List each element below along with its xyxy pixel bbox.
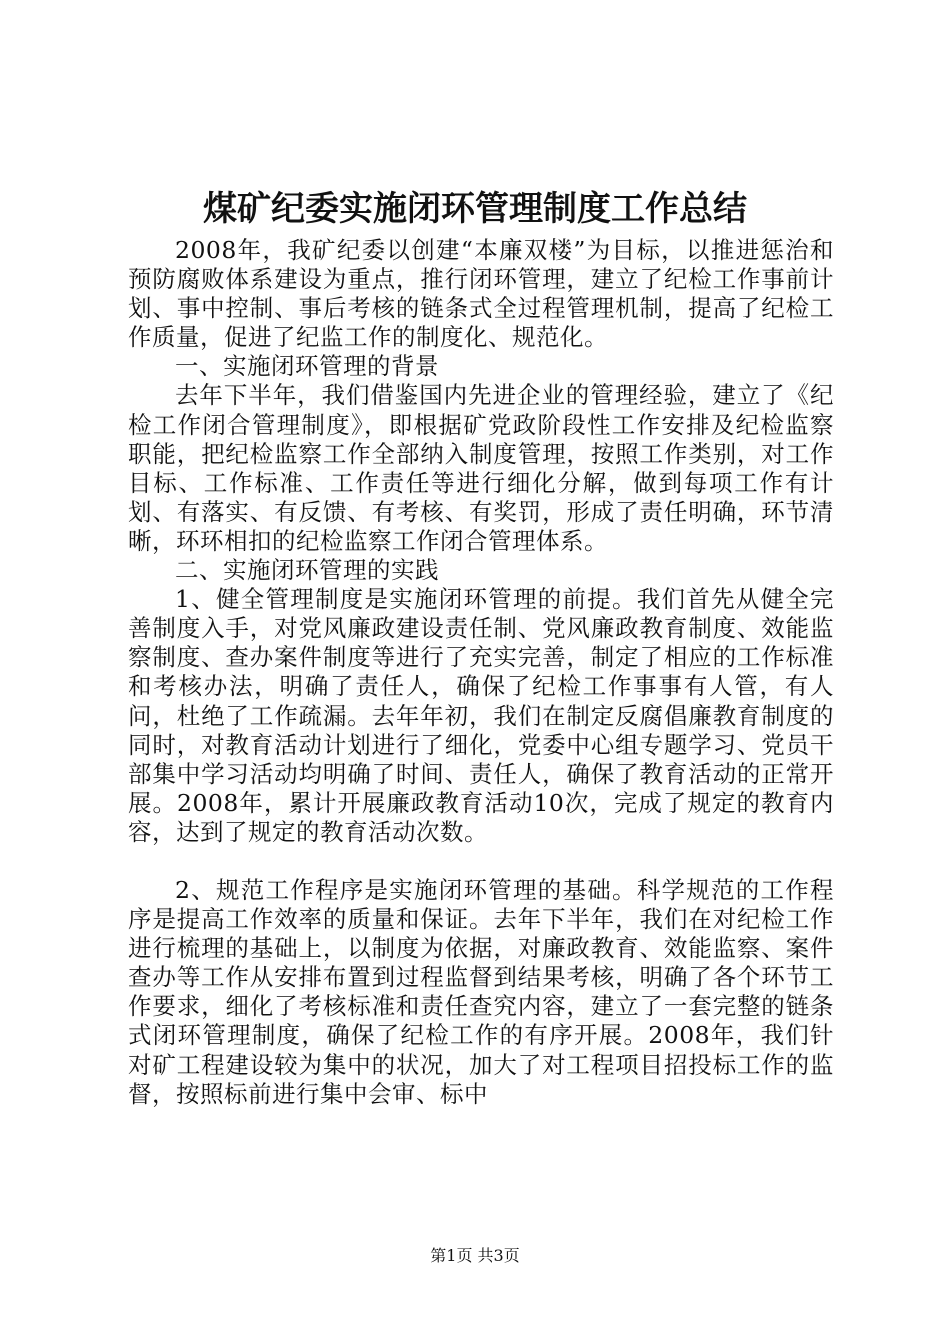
page-footer: 第1页 共3页: [430, 1246, 520, 1265]
document-title: 煤矿纪委实施闭环管理制度工作总结: [203, 189, 747, 229]
section-heading-background: 一、实施闭环管理的背景: [175, 352, 439, 381]
background-paragraph: 去年下半年，我们借鉴国内先进企业的管理经验，建立了《纪检工作闭合管理制度》，即根据矿党政阶段性工作安排及纪检监察职能，把纪检监察工作全部纳入制度管理，按照工作类别，对工作目标、工作标准、工作责任等进行细化分解，做到每项工作有计划、有落实、有反馈、有考核、有奖罚，形成了责任明确，环节清晰，环环相扣的纪检监察工作闭合管理体系。: [128, 381, 834, 555]
practice-paragraph-2: 2、规范工作程序是实施闭环管理的基础。科学规范的工作程序是提高工作效率的质量和保证。去年下半年，我们在对纪检工作进行梳理的基础上，以制度为依据，对廉政教育、效能监察、案件查办等工作从安排布置到过程监督到结果考核，明确了各个环节工作要求，细化了考核标准和责任查究内容，建立了一套完整的链条式闭环管理制度，确保了纪检工作的有序开展。2008年，我们针对矿工程建设较为集中的状况，加大了对工程项目招投标工作的监督，按照标前进行集中会审、标中: [128, 875, 834, 1108]
practice-paragraph-1: 1、健全管理制度是实施闭环管理的前提。我们首先从健全完善制度入手，对党风廉政建设责任制、党风廉政教育制度、效能监察制度、查办案件制度等进行了充实完善，制定了相应的工作标准和考核办法，明确了责任人，确保了纪检工作事事有人管，有人问，杜绝了工作疏漏。去年年初，我们在制定反腐倡廉教育制度的同时，对教育活动计划进行了细化，党委中心组专题学习、党员干部集中学习活动均明确了时间、责任人，确保了教育活动的正常开展。2008年，累计开展廉政教育活动10次，完成了规定的教育内容，达到了规定的教育活动次数。: [128, 585, 834, 846]
intro-paragraph: 2008年，我矿纪委以创建“本廉双楼”为目标，以推进惩治和预防腐败体系建设为重点，推行闭环管理，建立了纪检工作事前计划、事中控制、事后考核的链条式全过程管理机制，提高了纪检工作质量，促进了纪监工作的制度化、规范化。: [128, 236, 834, 352]
document-body: [128, 236, 834, 1109]
section-heading-practice: 二、实施闭环管理的实践: [175, 556, 439, 585]
